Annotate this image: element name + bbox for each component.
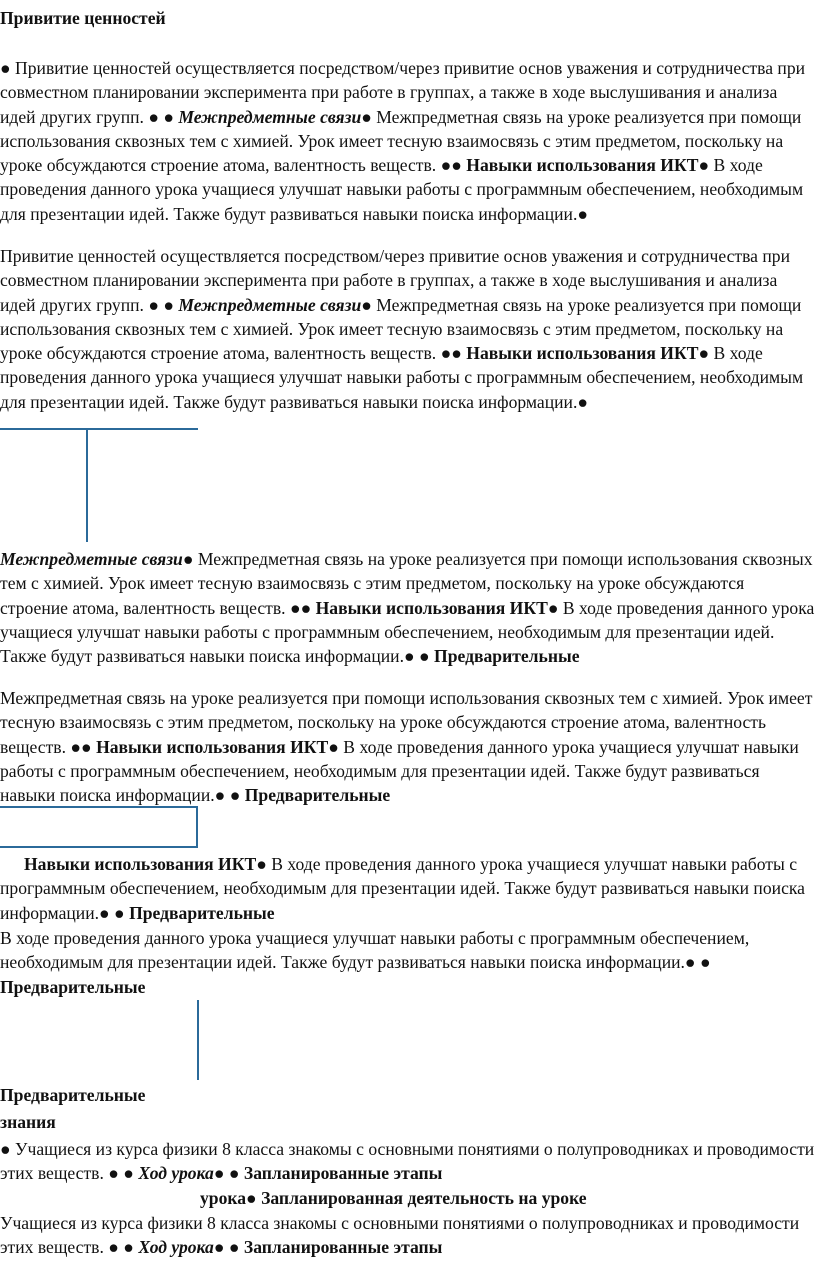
paragraph-text: Привитие ценностей осуществляется посредством/через привитие основ уважения и сотрудничества при совместном планировании эксперимента при работе в группах, а также в ходе выслушивания и анализа идей других групп. ● ● bbox=[0, 246, 790, 315]
heading-ict-skills: Навыки использования ИКТ bbox=[96, 736, 329, 757]
paragraph-text: Учащиеся из курса физики 8 класса знакомы с основными понятиями о полупроводниках и проводимости этих веществ. ● ● bbox=[0, 1139, 815, 1184]
paragraph-text: ● В ходе проведения данного урока учащиеся улучшат навыки работы с программным обеспечением, необходимым для презентации идей. Также будут развиваться навыки поиска информации.● bbox=[0, 343, 804, 412]
paragraph-text: ● В ходе проведения данного урока учащиеся улучшат навыки работы с программным обеспечением, необходимым для презентации идей. Также будут развиваться навыки поиска информации.● ● bbox=[0, 736, 799, 806]
heading-planned-stages: Запланированные этапы bbox=[243, 1163, 443, 1184]
heading-prior-knowledge: Предварительные bbox=[0, 976, 146, 997]
heading-prior-knowledge-line1: Предварительные bbox=[0, 1085, 146, 1105]
heading-prior-knowledge: Предварительные bbox=[129, 902, 275, 923]
paragraph-prior-knowledge bbox=[0, 1137, 816, 1210]
paragraph-text: Межпредметная связь на уроке реализуется при помощи использования сквозных тем с химией. Урок имеет тесную взаимосвязь с этим предметом, поскольку на уроке обсуждаются строение атома, валентность веществ. ●● bbox=[0, 688, 813, 757]
paragraph-line bbox=[0, 1137, 816, 1186]
paragraph-text: ● В ходе проведения данного урока учащиеся улучшат навыки работы с программным обеспечением, необходимым для презентации идей. Также будут развиваться навыки поиска информации.● bbox=[0, 155, 804, 224]
paragraph-text: ● Межпредметная связь на уроке реализуется при помощи использования сквозных тем с химией. Урок имеет тесную взаимосвязь с этим предметом, поскольку на уроке обсуждаются строение атома, валентность веществ. ●● bbox=[0, 549, 813, 618]
paragraph-prior-knowledge-plain bbox=[0, 1211, 816, 1260]
heading-lesson-flow: Ход урока bbox=[138, 1163, 214, 1184]
paragraph-text: ● В ходе проведения данного урока учащиеся улучшат навыки работы с программным обеспечением, необходимым для презентации идей. Также будут развиваться навыки поиска информации.● ● bbox=[0, 597, 815, 667]
paragraph-text: ● bbox=[246, 1187, 262, 1208]
paragraph-text: ● ● bbox=[213, 1237, 244, 1258]
heading-ict-skills: Навыки использования ИКТ bbox=[466, 343, 699, 364]
bullet-glyph: ● bbox=[0, 58, 11, 78]
document-title: Привитие ценностей bbox=[0, 8, 166, 28]
heading-planned-activity: Запланированная деятельность на уроке bbox=[261, 1187, 587, 1208]
heading-prior-knowledge-line2: знания bbox=[0, 1112, 56, 1132]
paragraph-intersubject-plain bbox=[0, 686, 816, 807]
paragraph-intersubject bbox=[0, 547, 816, 668]
paragraph-text: ● ● bbox=[213, 1163, 244, 1184]
paragraph-line bbox=[0, 1186, 816, 1210]
paragraph-values bbox=[0, 244, 816, 414]
paragraph-text: В ходе проведения данного урока учащиеся улучшат навыки работы с программным обеспечением, необходимым для презентации идей. Также будут развиваться навыки поиска информации.● ● bbox=[0, 928, 750, 973]
table-border-line bbox=[197, 1000, 199, 1080]
table-border-line bbox=[86, 429, 88, 542]
paragraph-text: ● В ходе проведения данного урока учащиеся улучшат навыки работы с программным обеспечением, необходимым для презентации идей. Также будут развиваться навыки поиска информации.● ● bbox=[0, 854, 805, 923]
paragraph-text: ● Межпредметная связь на уроке реализуется при помощи использования сквозных тем с химией. Урок имеет тесную взаимосвязь с этим предметом, поскольку на уроке обсуждаются строение атома, валентность веществ. ●● bbox=[0, 106, 802, 176]
heading-intersubject-links: Межпредметные связи bbox=[178, 106, 362, 127]
table-border-line bbox=[0, 428, 198, 430]
paragraph-text: Учащиеся из курса физики 8 класса знакомы с основными понятиями о полупроводниках и проводимости этих веществ. ● ● bbox=[0, 1213, 800, 1258]
heading-intersubject-links: Межпредметные связи bbox=[178, 294, 362, 315]
heading-prior-knowledge: Предварительные bbox=[244, 785, 391, 806]
heading-ict-skills: Навыки использования ИКТ bbox=[466, 155, 699, 176]
heading-ict-skills: Навыки использования ИКТ bbox=[24, 854, 257, 874]
paragraph-text: ● Межпредметная связь на уроке реализуется при помощи использования сквозных тем с химией. Урок имеет тесную взаимосвязь с этим предметом, поскольку на уроке обсуждаются строение атома, валентность веществ. ●● bbox=[0, 294, 802, 364]
bullet-glyph: ● bbox=[0, 1139, 11, 1159]
paragraph-ict-plain bbox=[0, 926, 816, 999]
heading-planned-stages-cont: урока bbox=[200, 1187, 247, 1208]
table-cell-outline bbox=[0, 806, 198, 848]
heading-prior-knowledge: Предварительные bbox=[434, 646, 580, 667]
paragraph-values-with-bullet bbox=[0, 56, 816, 226]
heading-lesson-flow: Ход урока bbox=[138, 1237, 214, 1258]
heading-intersubject-links: Межпредметные связи bbox=[0, 549, 183, 569]
paragraph-text: Привитие ценностей осуществляется посредством/через привитие основ уважения и сотрудничества при совместном планировании эксперимента при работе в группах, а также в ходе выслушивания и анализа идей других групп. ● ● bbox=[0, 58, 806, 127]
heading-planned-stages: Запланированные этапы bbox=[243, 1237, 443, 1258]
paragraph-ict-skills bbox=[0, 852, 816, 925]
heading-ict-skills: Навыки использования ИКТ bbox=[315, 597, 548, 618]
